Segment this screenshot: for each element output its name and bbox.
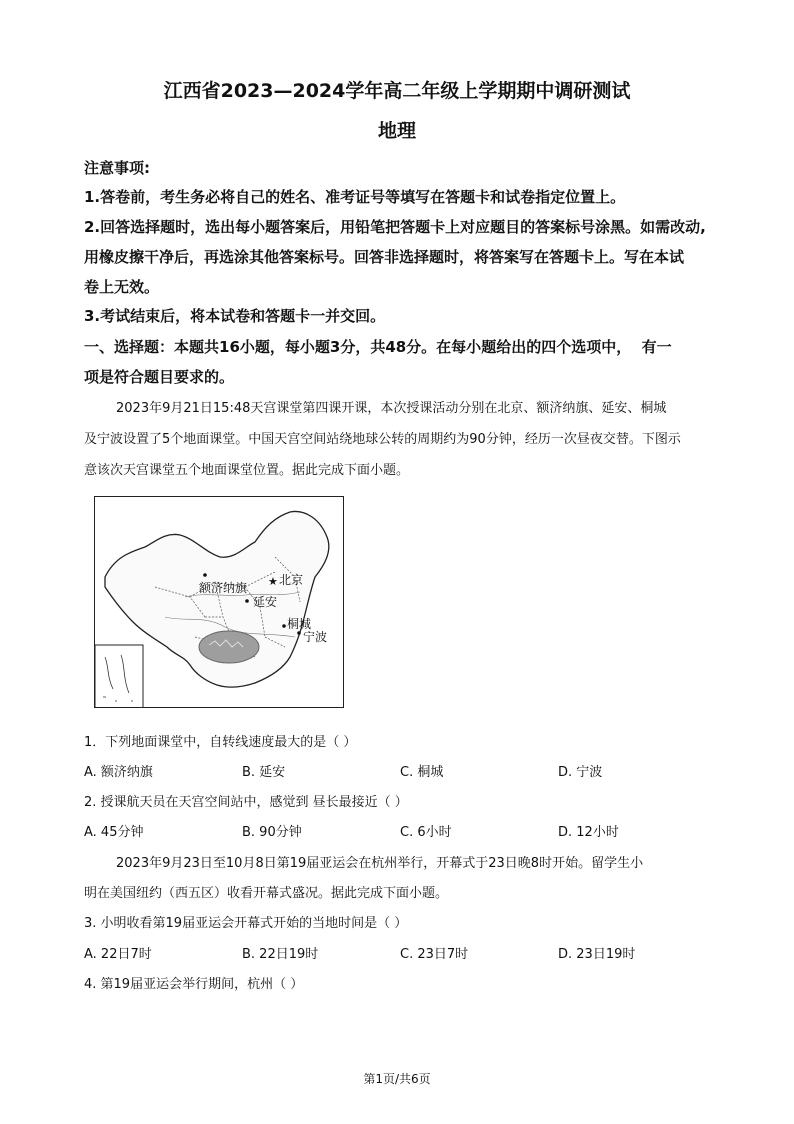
south-china-sea-inset [95,645,143,708]
subject-title: 地理 [377,120,416,142]
notice-item-2-line-1: 2.回答选择题时，选出每小题答案后，用铅笔把答题卡上对应题目的答案标号涂黑。如需改动, [84,218,706,236]
ejina-dot [203,573,207,577]
question-1-option-d: D. 宁波 [558,765,603,780]
china-map-drawing [95,497,344,708]
passage-2-line-1: 2023年9月23日至10月8日第19届亚运会在杭州举行，开幕式于23日晚8时开始。留学生小 [116,856,644,871]
question-3-option-b: B. 22日19时 [242,947,319,962]
question-1-option-c: C. 桐城 [400,765,444,780]
notice-item-2-line-2: 用橡皮擦干净后，再选涂其他答案标号。回答非选择题时，将答案写在答题卡上。写在本试 [84,248,685,266]
passage-1-line-2: 及宁波设置了5个地面课堂。中国天宫空间站绕地球公转的周期约为90分钟，经历一次昼夜交替。下图示 [84,432,681,447]
passage-1-line-3: 意该次天宫课堂五个地面课堂位置。据此完成下面小题。 [84,463,410,478]
map-label-beijing: 北京 [279,573,304,587]
section-heading-line-1: 一、选择题：本题共16小题，每小题3分，共48分。在每小题给出的四个选项中， 有一 [84,338,672,356]
question-1-option-a: A. 额济纳旗 [84,765,153,780]
exam-title: 江西省2023—2024学年高二年级上学期期中调研测试 [163,80,631,102]
question-2-option-a: A. 45分钟 [84,825,144,840]
question-1-stem: 1．下列地面课堂中，自转线速度最大的是（ ） [84,735,357,750]
question-1-option-b: B. 延安 [242,765,286,780]
map-label-ningbo: 宁波 [303,630,328,644]
tongcheng-dot [282,624,286,628]
question-2-option-b: B. 90分钟 [242,825,302,840]
question-4-stem: 4. 第19届亚运会举行期间，杭州（ ） [84,977,304,992]
question-2-stem: 2. 授课航天员在天宫空间站中，感觉到 昼长最接近（ ） [84,795,408,810]
sichuan-basin-shading [199,631,259,663]
page-number: 第1页/共6页 [363,1072,431,1086]
map-label-ejina: 额济纳旗 [199,581,248,595]
section-heading-line-2: 项是符合题目要求的。 [84,368,235,386]
china-map [94,496,344,708]
notice-item-3: 3.考试结束后，将本试卷和答题卡一并交回。 [84,307,386,325]
map-label-yanan: 延安 [253,595,278,609]
question-3-option-c: C. 23日7时 [400,947,469,962]
yanan-dot [245,599,249,603]
question-3-stem: 3. 小明收看第19届亚运会开幕式开始的当地时间是（ ） [84,916,408,931]
passage-1-line-1: 2023年9月21日15:48天宫课堂第四课开课，本次授课活动分别在北京、额济纳旗、延安、桐城 [116,401,667,416]
notice-item-2-line-3: 卷上无效。 [84,278,160,296]
notice-heading: 注意事项: [84,159,150,177]
passage-2-line-2: 明在美国纽约（西五区）收看开幕式盛况。据此完成下面小题。 [84,886,449,901]
beijing-star: ★ [268,575,278,588]
question-3-option-a: A. 22日7时 [84,947,152,962]
question-3-option-d: D. 23日19时 [558,947,636,962]
question-2-option-d: D. 12小时 [558,825,619,840]
map-label-tongcheng: 桐城 [287,617,312,631]
notice-item-1: 1.答卷前，考生务必将自己的姓名、准考证号等填写在答题卡和试卷指定位置上。 [84,188,626,206]
question-2-option-c: C. 6小时 [400,825,452,840]
